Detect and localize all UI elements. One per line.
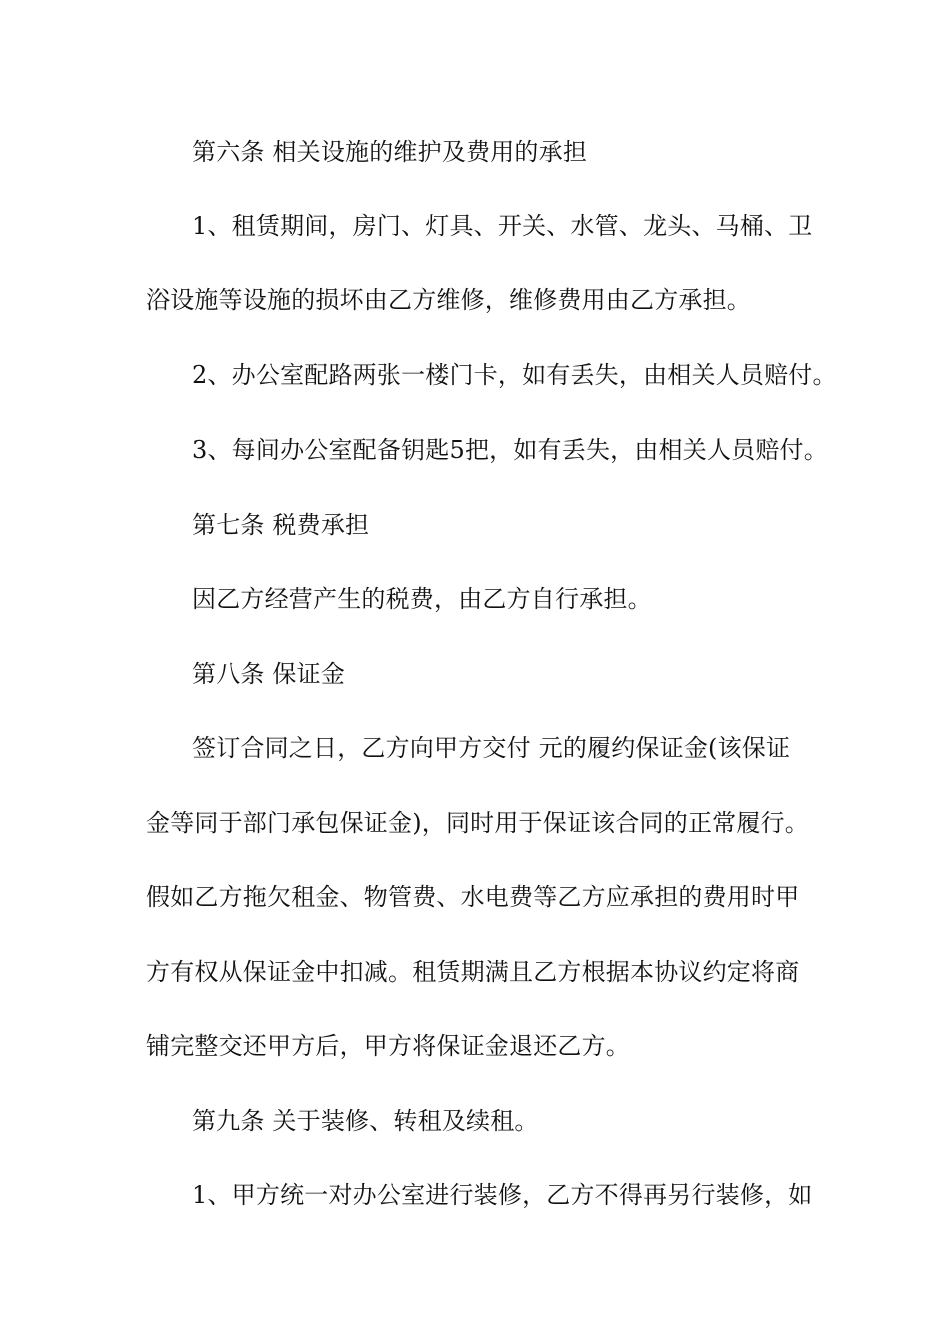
article-8-paragraph-line-2: 金等同于部门承包保证金)，同时用于保证该合同的正常履行。: [146, 809, 809, 837]
article-7-text: 因乙方经营产生的税费，由乙方自行承担。: [192, 585, 652, 613]
article-6-clause-1-line-2: 浴设施等设施的损坏由乙方维修，维修费用由乙方承担。: [146, 286, 751, 314]
article-6-clause-2: 2、办公室配路两张一楼门卡，如有丢失，由相关人员赔付。: [192, 361, 837, 389]
article-9-clause-1-line-1: 1、甲方统一对办公室进行装修，乙方不得再另行装修，如: [192, 1181, 813, 1209]
article-9-heading: 第九条 关于装修、转租及续租。: [192, 1107, 539, 1135]
article-7-heading: 第七条 税费承担: [192, 511, 370, 539]
article-8-paragraph-line-4: 方有权从保证金中扣减。租赁期满且乙方根据本协议约定将商: [146, 958, 800, 986]
article-6-clause-3: 3、每间办公室配备钥匙5把，如有丢失，由相关人员赔付。: [192, 436, 828, 464]
article-8-paragraph-line-1: 签订合同之日，乙方向甲方交付 元的履约保证金(该保证: [192, 734, 791, 762]
article-8-paragraph-line-5: 铺完整交还甲方后，甲方将保证金退还乙方。: [146, 1032, 630, 1060]
article-6-clause-1-line-1: 1、租赁期间，房门、灯具、开关、水管、龙头、马桶、卫: [192, 212, 813, 240]
article-8-paragraph-line-3: 假如乙方拖欠租金、物管费、水电费等乙方应承担的费用时甲: [146, 883, 800, 911]
article-6-heading: 第六条 相关设施的维护及费用的承担: [192, 138, 588, 166]
article-8-heading: 第八条 保证金: [192, 660, 346, 688]
